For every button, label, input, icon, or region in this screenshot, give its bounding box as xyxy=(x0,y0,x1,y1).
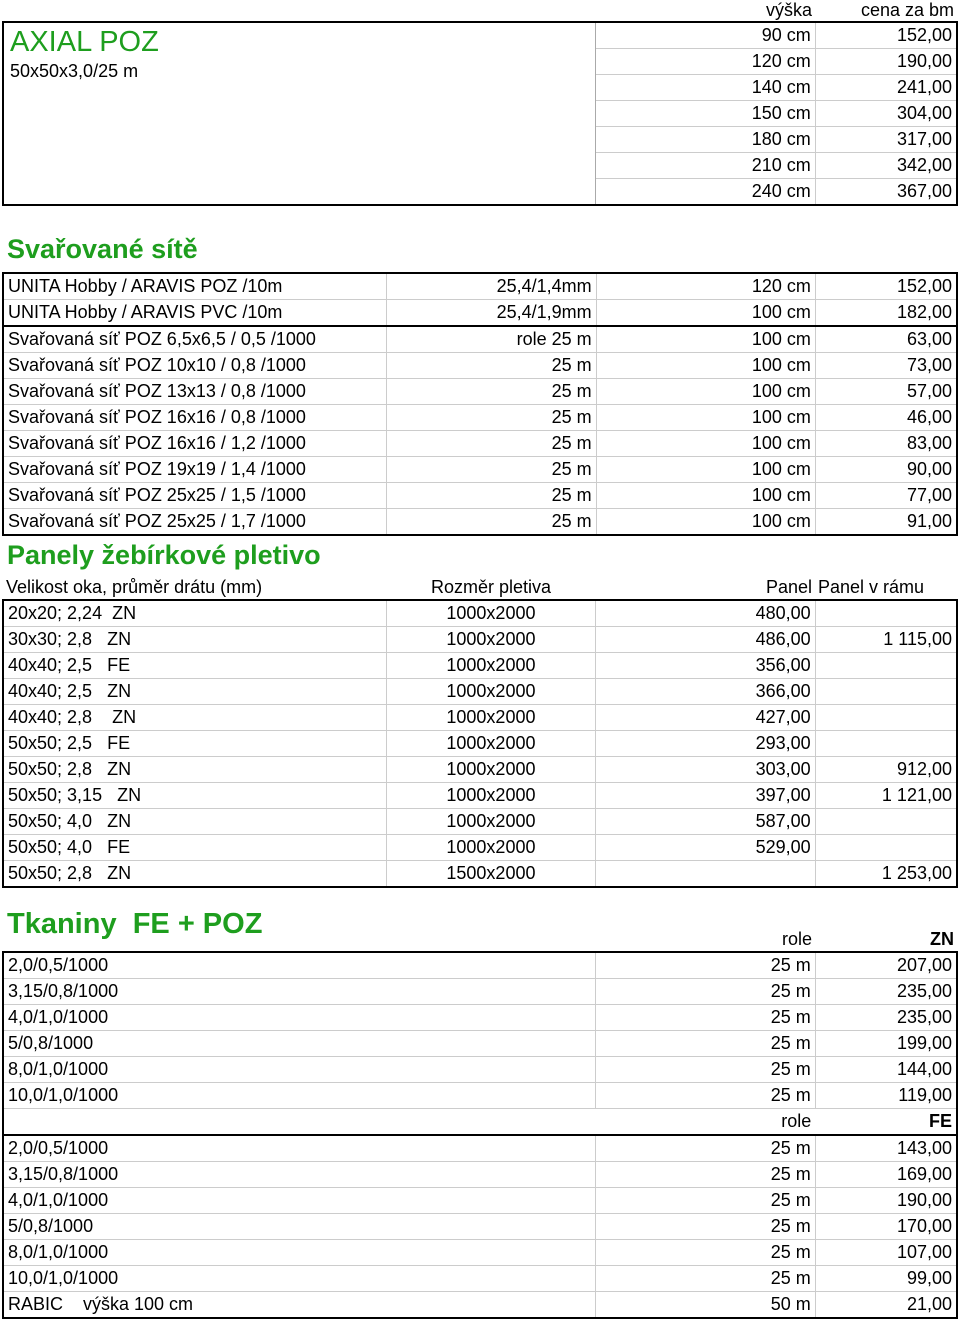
product-price: 182,00 xyxy=(815,300,957,327)
table-row xyxy=(3,273,957,300)
axial-height: 240 cm xyxy=(596,179,816,206)
panel-dim: 1500x2000 xyxy=(386,861,596,888)
table-row xyxy=(3,731,957,757)
table-row xyxy=(3,509,957,536)
panely-col-dim: Rozměr pletiva xyxy=(430,577,552,597)
panel-frame-price: 1 121,00 xyxy=(815,783,957,809)
panel-dim: 1000x2000 xyxy=(386,653,596,679)
panely-col-panel: Panel xyxy=(765,577,812,597)
panel-price: 587,00 xyxy=(596,809,815,835)
fabric-price: 169,00 xyxy=(815,1162,957,1188)
panel-frame-price: 1 115,00 xyxy=(815,627,957,653)
tkaniny-col-role: role xyxy=(781,929,812,949)
product-spec: 25 m xyxy=(387,483,596,509)
panel-frame-price xyxy=(815,731,957,757)
product-spec: 25 m xyxy=(387,405,596,431)
fabric-spec: 3,15/0,8/1000 xyxy=(3,1162,596,1188)
product-spec: 25 m xyxy=(387,379,596,405)
table-row xyxy=(3,600,957,627)
fabric-price: 190,00 xyxy=(815,1188,957,1214)
axial-price: 304,00 xyxy=(815,101,957,127)
table-row xyxy=(3,757,957,783)
fabric-roll: 25 m xyxy=(596,1266,815,1292)
axial-height: 140 cm xyxy=(596,75,816,101)
table-row xyxy=(3,705,957,731)
product-price: 63,00 xyxy=(815,326,957,353)
fabric-spec: 5/0,8/1000 xyxy=(3,1031,596,1057)
table-row xyxy=(3,1292,957,1319)
fabric-spec: 10,0/1,0/1000 xyxy=(3,1266,596,1292)
product-height: 100 cm xyxy=(596,379,815,405)
axial-col-price: cena za bm xyxy=(860,0,954,20)
table-row xyxy=(3,1240,957,1266)
table-row xyxy=(3,457,957,483)
product-price: 77,00 xyxy=(815,483,957,509)
product-spec: 25 m xyxy=(387,431,596,457)
tkaniny-fe-header-row xyxy=(3,1109,957,1136)
fabric-price: 235,00 xyxy=(815,1005,957,1031)
table-row xyxy=(3,1188,957,1214)
product-name: UNITA Hobby / ARAVIS POZ /10m xyxy=(3,273,387,300)
tkaniny-col-fe: FE xyxy=(815,1109,957,1136)
product-price: 46,00 xyxy=(815,405,957,431)
product-height: 100 cm xyxy=(596,300,815,327)
product-height: 100 cm xyxy=(596,405,815,431)
product-price: 152,00 xyxy=(815,273,957,300)
table-row xyxy=(3,326,957,353)
fabric-spec: 8,0/1,0/1000 xyxy=(3,1240,596,1266)
panely-table xyxy=(2,599,958,888)
table-row xyxy=(3,483,957,509)
panel-size: 50x50; 2,8 ZN xyxy=(3,757,386,783)
fabric-spec: 10,0/1,0/1000 xyxy=(3,1083,596,1109)
product-price: 90,00 xyxy=(815,457,957,483)
product-price: 83,00 xyxy=(815,431,957,457)
panel-price: 293,00 xyxy=(596,731,815,757)
fabric-price: 21,00 xyxy=(815,1292,957,1319)
product-height: 100 cm xyxy=(596,457,815,483)
panel-price: 529,00 xyxy=(596,835,815,861)
panel-size: 50x50; 3,15 ZN xyxy=(3,783,386,809)
product-spec: 25 m xyxy=(387,457,596,483)
product-name: Svařovaná síť POZ 13x13 / 0,8 /1000 xyxy=(3,379,387,405)
fabric-roll: 25 m xyxy=(596,1240,815,1266)
fabric-roll: 25 m xyxy=(596,1135,815,1162)
tkaniny-table xyxy=(2,951,958,1319)
fabric-spec: 3,15/0,8/1000 xyxy=(3,979,596,1005)
table-row xyxy=(3,1266,957,1292)
axial-height: 150 cm xyxy=(596,101,816,127)
panel-frame-price xyxy=(815,679,957,705)
product-height: 100 cm xyxy=(596,353,815,379)
product-name: Svařovaná síť POZ 16x16 / 0,8 /1000 xyxy=(3,405,387,431)
panel-size: 40x40; 2,5 FE xyxy=(3,653,386,679)
product-spec: role 25 m xyxy=(387,326,596,353)
product-name: Svařovaná síť POZ 16x16 / 1,2 /1000 xyxy=(3,431,387,457)
panel-price: 303,00 xyxy=(596,757,815,783)
fabric-roll: 25 m xyxy=(596,1083,815,1109)
panel-dim: 1000x2000 xyxy=(386,835,596,861)
table-row xyxy=(3,835,957,861)
panel-frame-price: 912,00 xyxy=(815,757,957,783)
axial-price: 190,00 xyxy=(815,49,957,75)
fabric-spec: 8,0/1,0/1000 xyxy=(3,1057,596,1083)
tkaniny-header-row xyxy=(2,927,958,951)
table-row xyxy=(3,952,957,979)
axial-col-height: výška xyxy=(765,0,812,20)
svarovane-table xyxy=(2,272,958,536)
table-row xyxy=(3,1162,957,1188)
panel-price: 480,00 xyxy=(596,600,815,627)
fabric-spec: 4,0/1,0/1000 xyxy=(3,1005,596,1031)
fabric-spec: 2,0/0,5/1000 xyxy=(3,952,596,979)
axial-price: 342,00 xyxy=(815,153,957,179)
table-row xyxy=(3,1031,957,1057)
fabric-roll: 25 m xyxy=(596,1162,815,1188)
table-row xyxy=(3,1057,957,1083)
axial-price: 152,00 xyxy=(815,22,957,49)
axial-subtitle: 50x50x3,0/25 m xyxy=(10,61,139,81)
product-name: Svařovaná síť POZ 19x19 / 1,4 /1000 xyxy=(3,457,387,483)
axial-height: 180 cm xyxy=(596,127,816,153)
panel-frame-price xyxy=(815,600,957,627)
panel-price: 427,00 xyxy=(596,705,815,731)
panel-dim: 1000x2000 xyxy=(386,809,596,835)
table-row xyxy=(3,431,957,457)
table-row xyxy=(3,353,957,379)
fabric-price: 119,00 xyxy=(815,1083,957,1109)
fabric-price: 99,00 xyxy=(815,1266,957,1292)
panel-dim: 1000x2000 xyxy=(386,679,596,705)
panel-frame-price xyxy=(815,705,957,731)
panel-price: 397,00 xyxy=(596,783,815,809)
table-row xyxy=(3,783,957,809)
table-row xyxy=(3,679,957,705)
product-spec: 25,4/1,4mm xyxy=(387,273,596,300)
product-spec: 25,4/1,9mm xyxy=(387,300,596,327)
panel-size: 30x30; 2,8 ZN xyxy=(3,627,386,653)
fabric-price: 107,00 xyxy=(815,1240,957,1266)
product-height: 100 cm xyxy=(596,326,815,353)
panel-size: 50x50; 4,0 FE xyxy=(3,835,386,861)
fabric-price: 143,00 xyxy=(815,1135,957,1162)
axial-price: 367,00 xyxy=(815,179,957,206)
panel-frame-price: 1 253,00 xyxy=(815,861,957,888)
tkaniny-col-role-2: role xyxy=(596,1109,815,1136)
fabric-roll: 25 m xyxy=(596,1005,815,1031)
product-name: Svařovaná síť POZ 25x25 / 1,5 /1000 xyxy=(3,483,387,509)
fabric-roll: 25 m xyxy=(596,1057,815,1083)
axial-height: 90 cm xyxy=(596,22,816,49)
product-name: Svařovaná síť POZ 10x10 / 0,8 /1000 xyxy=(3,353,387,379)
product-height: 120 cm xyxy=(596,273,815,300)
panel-frame-price xyxy=(815,809,957,835)
product-name: Svařovaná síť POZ 6,5x6,5 / 0,5 /1000 xyxy=(3,326,387,353)
product-height: 100 cm xyxy=(596,431,815,457)
panel-dim: 1000x2000 xyxy=(386,783,596,809)
panely-col-size: Velikost oka, průměr drátu (mm) xyxy=(6,577,263,597)
axial-header-row xyxy=(2,0,958,20)
panel-price xyxy=(596,861,815,888)
fabric-price: 170,00 xyxy=(815,1214,957,1240)
panel-dim: 1000x2000 xyxy=(386,600,596,627)
product-price: 91,00 xyxy=(815,509,957,536)
panely-col-frame: Panel v rámu xyxy=(818,577,925,597)
product-price: 73,00 xyxy=(815,353,957,379)
product-spec: 25 m xyxy=(387,509,596,536)
fabric-price: 207,00 xyxy=(815,952,957,979)
axial-price: 317,00 xyxy=(815,127,957,153)
product-name: UNITA Hobby / ARAVIS PVC /10m xyxy=(3,300,387,327)
panel-size: 50x50; 4,0 ZN xyxy=(3,809,386,835)
table-row xyxy=(3,379,957,405)
table-row xyxy=(3,653,957,679)
panel-price: 356,00 xyxy=(596,653,815,679)
fabric-spec: RABIC výška 100 cm xyxy=(3,1292,596,1319)
fabric-price: 235,00 xyxy=(815,979,957,1005)
axial-height: 210 cm xyxy=(596,153,816,179)
panel-price: 366,00 xyxy=(596,679,815,705)
fabric-roll: 25 m xyxy=(596,952,815,979)
product-height: 100 cm xyxy=(596,483,815,509)
panel-dim: 1000x2000 xyxy=(386,757,596,783)
panel-size: 50x50; 2,8 ZN xyxy=(3,861,386,888)
fabric-roll: 25 m xyxy=(596,1031,815,1057)
table-row xyxy=(3,300,957,327)
product-price: 57,00 xyxy=(815,379,957,405)
section-heading-panely: Panely žebírkové pletivo xyxy=(7,540,321,570)
table-row xyxy=(3,1135,957,1162)
axial-height: 120 cm xyxy=(596,49,816,75)
axial-title-cell xyxy=(3,22,596,205)
panel-size: 20x20; 2,24 ZN xyxy=(3,600,386,627)
table-row xyxy=(3,405,957,431)
fabric-roll: 25 m xyxy=(596,979,815,1005)
axial-price: 241,00 xyxy=(815,75,957,101)
fabric-spec: 5/0,8/1000 xyxy=(3,1214,596,1240)
product-name: Svařovaná síť POZ 25x25 / 1,7 /1000 xyxy=(3,509,387,536)
panel-size: 50x50; 2,5 FE xyxy=(3,731,386,757)
table-row xyxy=(3,809,957,835)
panel-dim: 1000x2000 xyxy=(386,627,596,653)
fabric-spec: 2,0/0,5/1000 xyxy=(3,1135,596,1162)
axial-title: AXIAL POZ xyxy=(10,26,159,58)
panel-dim: 1000x2000 xyxy=(386,705,596,731)
panel-frame-price xyxy=(815,653,957,679)
panely-header-row xyxy=(2,575,958,600)
tkaniny-col-zn: ZN xyxy=(930,929,954,949)
fabric-price: 144,00 xyxy=(815,1057,957,1083)
panel-dim: 1000x2000 xyxy=(386,731,596,757)
product-height: 100 cm xyxy=(596,509,815,536)
table-row xyxy=(3,861,957,888)
fabric-roll: 50 m xyxy=(596,1292,815,1319)
section-heading-tkaniny: Tkaniny FE + POZ xyxy=(7,908,263,940)
panel-frame-price xyxy=(815,835,957,861)
fabric-roll: 25 m xyxy=(596,1188,815,1214)
fabric-roll: 25 m xyxy=(596,1214,815,1240)
table-row xyxy=(3,1083,957,1109)
axial-table xyxy=(2,21,958,206)
section-heading-svarovane: Svařované sítě xyxy=(7,234,198,264)
table-row xyxy=(3,1005,957,1031)
fabric-price: 199,00 xyxy=(815,1031,957,1057)
panel-price: 486,00 xyxy=(596,627,815,653)
table-row xyxy=(3,1214,957,1240)
panel-size: 40x40; 2,5 ZN xyxy=(3,679,386,705)
panel-size: 40x40; 2,8 ZN xyxy=(3,705,386,731)
table-row xyxy=(3,979,957,1005)
fabric-spec: 4,0/1,0/1000 xyxy=(3,1188,596,1214)
table-row xyxy=(3,627,957,653)
product-spec: 25 m xyxy=(387,353,596,379)
